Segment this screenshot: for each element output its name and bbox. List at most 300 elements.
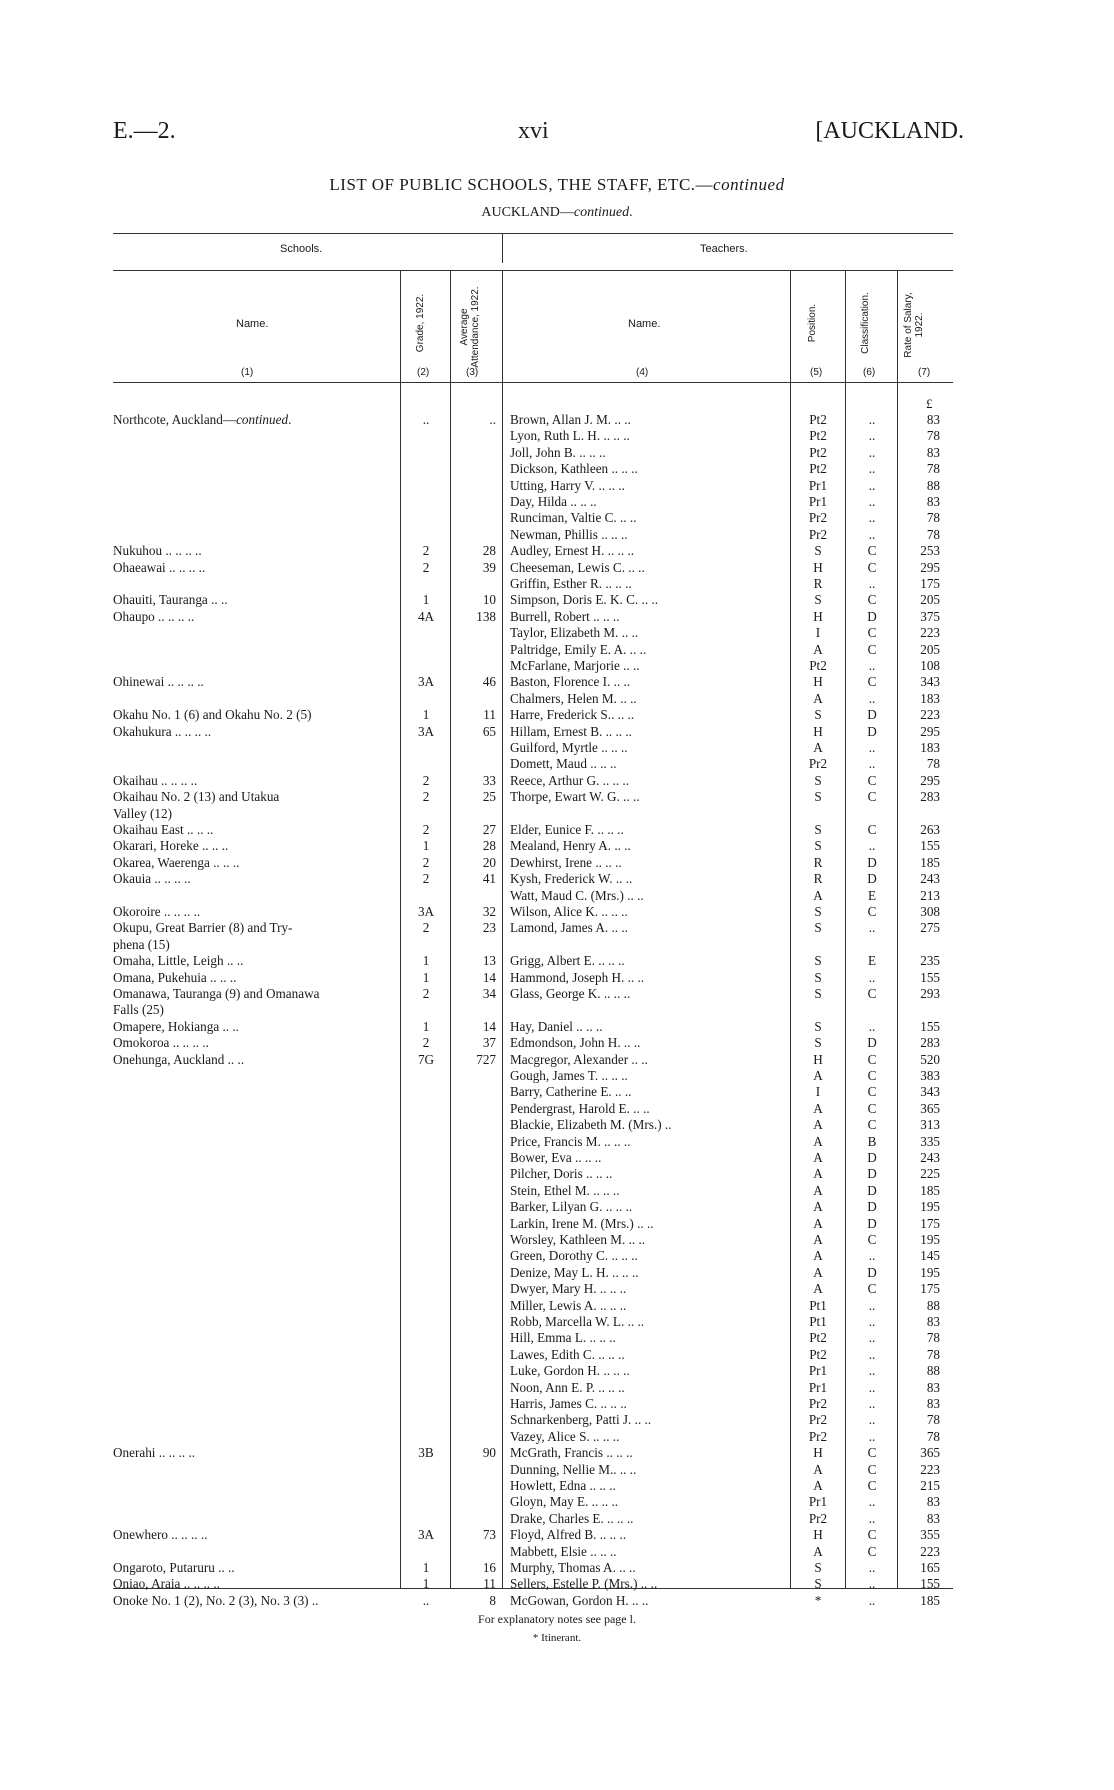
table-row (0, 494, 1114, 510)
classification-cell: D (867, 1199, 877, 1215)
teacher-name-cell: Guilford, Myrtle .. .. .. (510, 740, 628, 755)
attendance-cell: 37 (482, 1035, 496, 1051)
table-row (0, 1052, 1114, 1068)
classification-cell: C (867, 822, 877, 837)
classification-cell: D (867, 1166, 877, 1182)
teacher-name-cell: Glass, George K. .. .. .. (510, 986, 631, 1001)
classification-cell: .. (868, 1510, 876, 1526)
table-row (0, 412, 1114, 428)
teacher-name-cell: Larkin, Irene M. (Mrs.) .. .. (510, 1215, 654, 1231)
salary-cell: 145 (920, 1248, 940, 1264)
classification-cell: C (867, 1281, 877, 1297)
teacher-name-cell: Floyd, Alfred B. .. .. .. (510, 1527, 627, 1543)
classification-cell: .. (868, 526, 876, 542)
position-cell: Pr1 (808, 1363, 828, 1379)
table-row (0, 1363, 1114, 1379)
table-row (0, 789, 1114, 805)
position-cell: S (814, 789, 822, 805)
table-row (0, 838, 1114, 854)
position-cell: Pr1 (808, 1494, 828, 1510)
classification-cell: C (867, 1478, 877, 1493)
table-row (0, 658, 1114, 674)
salary-cell: 78 (926, 510, 940, 526)
attendance-cell: 27 (482, 822, 496, 837)
position-cell: A (813, 1461, 823, 1477)
salary-cell: 343 (920, 1084, 940, 1100)
position-cell: A (813, 1199, 823, 1215)
position-cell: Pr2 (808, 526, 828, 542)
table-row (0, 609, 1114, 625)
position-cell: * (814, 1592, 822, 1608)
table-row (0, 1494, 1114, 1510)
region-label: [AUCKLAND. (815, 118, 964, 144)
position-cell: A (813, 1068, 823, 1083)
teacher-name-cell: Lawes, Edith C. .. .. .. (510, 1346, 625, 1362)
grade-cell: 3B (418, 1445, 434, 1461)
table-row (0, 461, 1114, 477)
school-name-cell: Okoroire .. .. .. .. (113, 904, 201, 919)
classification-cell: .. (868, 1494, 876, 1510)
classification-cell: C (867, 1232, 877, 1247)
grade-cell: 2 (422, 1035, 430, 1051)
grade-cell: 2 (422, 772, 430, 788)
position-cell: Pr2 (808, 756, 828, 772)
position-cell: A (813, 1264, 823, 1280)
salary-cell: 205 (920, 641, 940, 657)
salary-cell: 365 (920, 1100, 940, 1116)
school-name-cell: Ohauiti, Tauranga .. .. (113, 592, 228, 608)
teacher-name-cell: Harris, James C. .. .. .. (510, 1396, 627, 1411)
position-cell: S (814, 543, 822, 559)
table-row (0, 1002, 1114, 1018)
table-row (0, 773, 1114, 789)
position-header: Position. (807, 303, 818, 343)
salary-cell: 223 (920, 625, 940, 641)
classification-cell: D (867, 608, 877, 624)
table-row (0, 1593, 1114, 1609)
salary-cell: 78 (926, 756, 940, 772)
grade-cell: 2 (422, 789, 430, 805)
salary-cell: 185 (920, 854, 940, 870)
teacher-name-cell: Luke, Gordon H. .. .. .. (510, 1363, 630, 1379)
position-cell: S (814, 986, 822, 1001)
salary-cell: 88 (926, 477, 940, 493)
position-cell: Pt1 (809, 1297, 827, 1313)
teacher-name-cell: Worsley, Kathleen M. .. .. (510, 1232, 646, 1247)
salary-cell: 520 (920, 1051, 940, 1067)
salary-cell: 313 (920, 1117, 940, 1133)
table-row (0, 888, 1114, 904)
col-number: (1) (241, 367, 254, 378)
attendance-cell: 25 (482, 789, 496, 805)
teacher-name-cell: Hay, Daniel .. .. .. (510, 1018, 603, 1034)
salary-cell: 155 (920, 969, 940, 985)
position-cell: S (814, 1018, 822, 1034)
attendance-cell: 727 (476, 1051, 496, 1067)
teacher-name-cell: Cheeseman, Lewis C. .. .. (510, 559, 645, 575)
classification-cell: .. (868, 690, 876, 706)
teacher-name-cell: Runciman, Valtie C. .. .. (510, 510, 637, 526)
salary-cell: 78 (926, 461, 940, 477)
table-row (0, 543, 1114, 559)
table-row (0, 986, 1114, 1002)
table-row (0, 674, 1114, 690)
teacher-name-cell: Edmondson, John H. .. .. (510, 1035, 641, 1051)
school-name-cell: Okahu No. 1 (6) and Okahu No. 2 (5) (113, 707, 312, 723)
teacher-name-cell: Vazey, Alice S. .. .. .. (510, 1428, 620, 1444)
school-name-cell: Ongaroto, Putaruru .. .. (113, 1560, 235, 1575)
classification-cell: C (867, 1117, 877, 1133)
position-cell: H (813, 1527, 823, 1543)
classification-cell: E (867, 887, 877, 903)
table-row (0, 1330, 1114, 1346)
table-row (0, 1298, 1114, 1314)
classification-cell: .. (868, 444, 876, 460)
teacher-name-cell: Drake, Charles E. .. .. .. (510, 1510, 634, 1526)
classification-cell: C (867, 641, 877, 657)
school-name-cell: Onoke No. 1 (2), No. 2 (3), No. 3 (3) .. (113, 1592, 319, 1608)
position-cell: A (813, 1150, 823, 1165)
position-cell: A (813, 1100, 823, 1116)
table-row (0, 1478, 1114, 1494)
attendance-cell: 20 (482, 854, 496, 870)
position-cell: A (813, 1117, 823, 1133)
salary-cell: 283 (920, 789, 940, 805)
position-cell: Pr1 (808, 477, 828, 493)
teacher-name-cell: Bower, Eva .. .. .. (510, 1150, 602, 1165)
teacher-name-cell: Elder, Eunice F. .. .. .. (510, 822, 624, 837)
grade-cell: .. (422, 412, 430, 427)
table-row (0, 970, 1114, 986)
school-name-cell: Onehunga, Auckland .. .. (113, 1051, 245, 1067)
classification-cell: .. (868, 1379, 876, 1395)
school-name-cell: Nukuhou .. .. .. .. (113, 543, 202, 559)
teacher-name-header: Name. (628, 318, 661, 330)
teacher-name-cell: Wilson, Alice K. .. .. .. (510, 904, 628, 919)
table-row (0, 560, 1114, 576)
explanatory-note: For explanatory notes see page l. (478, 1612, 636, 1626)
teacher-name-cell: Dunning, Nellie M.. .. .. (510, 1461, 637, 1477)
classification-cell: C (867, 1051, 877, 1067)
salary-cell: 383 (920, 1068, 940, 1083)
position-cell: S (814, 904, 822, 919)
page-title: LIST OF PUBLIC SCHOOLS, THE STAFF, ETC.—continued (329, 175, 785, 194)
position-cell: A (813, 1478, 823, 1493)
position-cell: H (813, 559, 823, 575)
teacher-name-cell: McGrath, Francis .. .. .. (510, 1445, 633, 1461)
col-number: (3) (466, 367, 479, 378)
classification-cell: .. (868, 969, 876, 985)
table-row (0, 445, 1114, 461)
attendance-cell: 14 (482, 1018, 496, 1034)
teacher-name-cell: Harre, Frederick S.. .. .. (510, 707, 635, 723)
table-row (0, 1183, 1114, 1199)
classification-cell: D (867, 707, 877, 723)
classification-cell: .. (868, 461, 876, 477)
school-name-cell: Okaihau .. .. .. .. (113, 772, 198, 788)
classification-cell: D (867, 1215, 877, 1231)
position-cell: Pr2 (808, 1510, 828, 1526)
classification-cell: .. (868, 658, 876, 673)
classification-cell: D (867, 854, 877, 870)
salary-cell: 295 (920, 559, 940, 575)
grade-cell: .. (422, 1592, 430, 1608)
salary-cell: 243 (920, 871, 940, 887)
school-name-cell: Okarari, Horeke .. .. .. (113, 838, 229, 854)
salary-cell: 83 (926, 1494, 940, 1510)
classification-cell: C (867, 543, 877, 559)
teacher-name-cell: Green, Dorothy C. .. .. .. (510, 1248, 638, 1264)
attendance-cell: 23 (482, 920, 496, 936)
attendance-cell: 8 (489, 1592, 496, 1608)
position-cell: Pt2 (809, 444, 827, 460)
classification-cell: .. (868, 477, 876, 493)
teacher-name-cell: Murphy, Thomas A. .. .. (510, 1560, 636, 1575)
school-name-cell: Omapere, Hokianga .. .. (113, 1018, 239, 1034)
classification-cell: .. (868, 920, 876, 936)
school-name-cell: Omokoroa .. .. .. .. (113, 1035, 209, 1051)
attendance-cell: 73 (482, 1527, 496, 1543)
teacher-name-cell: Sellers, Estelle P. (Mrs.) .. .. (510, 1576, 658, 1592)
teacher-name-cell: Stein, Ethel M. .. .. .. (510, 1182, 620, 1198)
teacher-name-cell: Hill, Emma L. .. .. .. (510, 1330, 616, 1346)
grade-cell: 2 (422, 871, 430, 887)
table-row (0, 1396, 1114, 1412)
classification-cell: .. (868, 1396, 876, 1411)
salary-cell: 83 (926, 1314, 940, 1329)
position-cell: A (813, 740, 823, 755)
position-cell: I (815, 1084, 821, 1100)
salary-cell: 78 (926, 1346, 940, 1362)
table-row (0, 1314, 1114, 1330)
table-top-rule (113, 233, 953, 234)
attendance-cell: 32 (482, 904, 496, 919)
classification-cell: D (867, 1182, 877, 1198)
table-row (0, 806, 1114, 822)
salary-cell: 308 (920, 904, 940, 919)
grade-cell: 3A (417, 723, 435, 739)
teacher-name-cell: Pilcher, Doris .. .. .. (510, 1166, 613, 1182)
classification-header: Classification. (860, 292, 871, 354)
salary-cell: 263 (920, 822, 940, 837)
school-name-cell: Ohaupo .. .. .. .. (113, 608, 195, 624)
grade-cell: 2 (422, 854, 430, 870)
teacher-name-cell: Hammond, Joseph H. .. .. (510, 969, 645, 985)
grade-cell: 1 (422, 1018, 430, 1034)
school-name-cell: Valley (12) (113, 805, 172, 821)
teacher-name-cell: Brown, Allan J. M. .. .. (510, 412, 631, 427)
salary-cell: 205 (920, 592, 940, 608)
position-cell: A (813, 1232, 823, 1247)
position-cell: Pr2 (808, 1428, 828, 1444)
salary-cell: 78 (926, 1412, 940, 1428)
teacher-name-cell: Denize, May L. H. .. .. .. (510, 1264, 639, 1280)
teacher-name-cell: Day, Hilda .. .. .. (510, 494, 597, 509)
col-number: (2) (417, 367, 430, 378)
table-row (0, 1166, 1114, 1182)
position-cell: A (813, 1543, 823, 1559)
salary-cell: 275 (920, 920, 940, 936)
page-subtitle: AUCKLAND—continued. (481, 205, 633, 220)
grade-cell: 1 (422, 707, 430, 723)
table-row (0, 1511, 1114, 1527)
salary-cell: 185 (920, 1592, 940, 1608)
table-row (0, 1035, 1114, 1051)
classification-cell: C (867, 1068, 877, 1083)
teacher-name-cell: Grigg, Albert E. .. .. .. (510, 953, 625, 969)
position-cell: S (814, 953, 822, 969)
position-cell: S (814, 707, 822, 723)
grade-cell: 2 (422, 559, 430, 575)
school-name-cell: Okaihau No. 2 (13) and Utakua (113, 789, 280, 805)
school-name-cell: Ohaeawai .. .. .. .. (113, 559, 206, 575)
salary-cell: 78 (926, 428, 940, 444)
table-row (0, 1084, 1114, 1100)
col-number: (4) (636, 367, 649, 378)
group-rule (113, 270, 953, 271)
teacher-name-cell: Mealand, Henry A. .. .. (510, 838, 631, 854)
col-number: (7) (918, 367, 931, 378)
classification-cell: C (867, 904, 877, 919)
classification-cell: .. (868, 1314, 876, 1329)
position-cell: S (814, 969, 822, 985)
teacher-name-cell: Burrell, Robert .. .. .. (510, 608, 620, 624)
teacher-name-cell: Schnarkenberg, Patti J. .. .. (510, 1412, 652, 1428)
position-cell: A (813, 1166, 823, 1182)
salary-cell: 195 (920, 1264, 940, 1280)
position-cell: A (813, 1248, 823, 1264)
teacher-name-cell: McFarlane, Marjorie .. .. (510, 658, 640, 673)
teacher-name-cell: Blackie, Elizabeth M. (Mrs.) .. (510, 1117, 672, 1133)
classification-cell: C (867, 789, 877, 805)
grade-cell: 1 (422, 953, 430, 969)
school-name-cell: Oniao, Araia .. .. .. .. (113, 1576, 220, 1592)
school-name-cell: Northcote, Auckland—continued. (113, 412, 292, 427)
table-row (0, 1199, 1114, 1215)
position-cell: Pt2 (809, 412, 827, 427)
table-row (0, 920, 1114, 936)
classification-cell: .. (868, 740, 876, 755)
table-row (0, 625, 1114, 641)
salary-cell: 88 (926, 1297, 940, 1313)
position-cell: R (813, 854, 823, 870)
position-cell: H (813, 674, 823, 690)
classification-cell: .. (868, 1363, 876, 1379)
position-cell: Pr2 (808, 1396, 828, 1411)
classification-cell: D (867, 723, 877, 739)
table-row (0, 1068, 1114, 1084)
position-cell: Pt2 (809, 658, 827, 673)
classification-cell: E (867, 953, 877, 969)
salary-cell: 88 (926, 1363, 940, 1379)
attendance-cell: 13 (482, 953, 496, 969)
classification-cell: D (867, 1264, 877, 1280)
salary-cell: 355 (920, 1527, 940, 1543)
teacher-name-cell: Kysh, Frederick W. .. .. (510, 871, 633, 887)
table-row (0, 1429, 1114, 1445)
attendance-cell: 14 (482, 969, 496, 985)
salary-cell: 175 (920, 1281, 940, 1297)
teacher-name-cell: Mabbett, Elsie .. .. .. (510, 1543, 617, 1559)
attendance-header: Average Attendance, 1922. (459, 286, 481, 368)
salary-cell: 283 (920, 1035, 940, 1051)
salary-cell: 155 (920, 1576, 940, 1592)
salary-cell: 223 (920, 1543, 940, 1559)
teacher-name-cell: Noon, Ann E. P. .. .. .. (510, 1379, 625, 1395)
salary-cell: 175 (920, 1215, 940, 1231)
classification-cell: C (867, 1100, 877, 1116)
teacher-name-cell: Utting, Harry V. .. .. .. (510, 477, 625, 493)
teacher-name-cell: Lyon, Ruth L. H. .. .. .. (510, 428, 630, 444)
teacher-name-cell: Thorpe, Ewart W. G. .. .. (510, 789, 640, 805)
table-row (0, 1117, 1114, 1133)
salary-cell: 375 (920, 608, 940, 624)
classification-cell: C (867, 625, 877, 641)
table-row (0, 1265, 1114, 1281)
teacher-name-cell: Griffin, Esther R. .. .. .. (510, 576, 632, 591)
teacher-name-cell: Robb, Marcella W. L. .. .. (510, 1314, 645, 1329)
salary-cell: 83 (926, 494, 940, 509)
salary-cell: 223 (920, 1461, 940, 1477)
grade-cell: 3A (417, 1527, 435, 1543)
classification-cell: .. (868, 412, 876, 427)
teacher-name-cell: Dwyer, Mary H. .. .. .. (510, 1281, 627, 1297)
classification-cell: C (867, 674, 877, 690)
classification-cell: .. (868, 576, 876, 591)
table-row (0, 527, 1114, 543)
position-cell: S (814, 1035, 822, 1051)
attendance-cell: 65 (482, 723, 496, 739)
school-name-header: Name. (236, 318, 269, 330)
table-row (0, 822, 1114, 838)
position-cell: H (813, 1051, 823, 1067)
grade-cell: 3A (417, 904, 435, 919)
teacher-name-cell: Hillam, Ernest B. .. .. .. (510, 723, 632, 739)
position-cell: H (813, 1445, 823, 1461)
school-name-cell: Omaha, Little, Leigh .. .. (113, 953, 244, 969)
teacher-name-cell: Price, Francis M. .. .. .. (510, 1133, 631, 1149)
salary-cell: 183 (920, 690, 940, 706)
table-row (0, 1527, 1114, 1543)
teacher-name-cell: Taylor, Elizabeth M. .. .. (510, 625, 639, 641)
position-cell: A (813, 1281, 823, 1297)
table-row (0, 1019, 1114, 1035)
salary-cell: 215 (920, 1478, 940, 1493)
grade-cell: 2 (422, 822, 430, 837)
salary-cell: 225 (920, 1166, 940, 1182)
school-name-cell: Omana, Pukehuia .. .. .. (113, 969, 237, 985)
grade-cell: 1 (422, 592, 430, 608)
position-cell: I (815, 625, 821, 641)
table-row (0, 1150, 1114, 1166)
header-bottom-rule (113, 382, 953, 383)
attendance-cell: 33 (482, 772, 496, 788)
table-row (0, 478, 1114, 494)
classification-cell: .. (868, 1330, 876, 1346)
attendance-cell: 28 (482, 838, 496, 854)
salary-cell: 78 (926, 526, 940, 542)
classification-cell: C (867, 986, 877, 1001)
classification-cell: C (867, 1445, 877, 1461)
table-row (0, 1462, 1114, 1478)
classification-cell: .. (868, 494, 876, 509)
table-row (0, 1544, 1114, 1560)
classification-cell: .. (868, 1428, 876, 1444)
teacher-name-cell: Lamond, James A. .. .. (510, 920, 628, 936)
page-ref: E.—2. (113, 118, 176, 144)
position-cell: Pt2 (809, 1346, 827, 1362)
salary-cell: 185 (920, 1182, 940, 1198)
